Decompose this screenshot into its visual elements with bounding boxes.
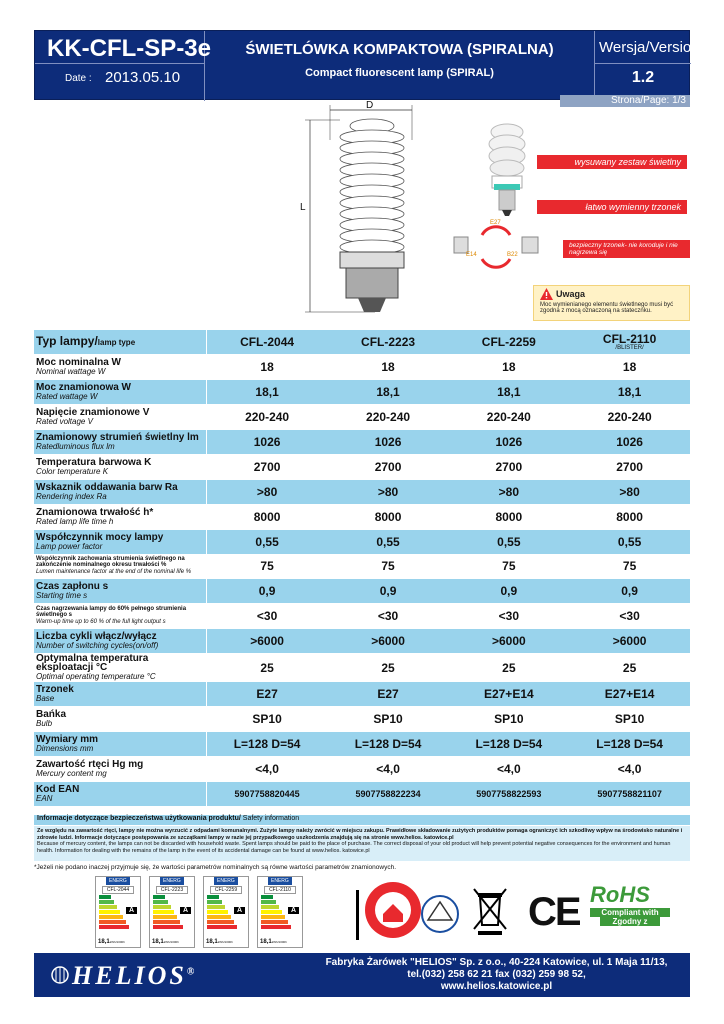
energy-bar — [99, 920, 126, 924]
lamp-drawing — [300, 100, 430, 322]
cell-value: 1026 — [328, 430, 449, 455]
energy-bar — [207, 920, 234, 924]
ce-mark: CE — [528, 890, 580, 934]
energy-bar — [261, 905, 279, 909]
row-label — [34, 781, 206, 806]
table-row — [34, 579, 690, 604]
table-row — [34, 430, 690, 455]
title-en: Compact fluorescent lamp (SPIRAL) — [305, 67, 494, 79]
cell-value: E27+E14 — [569, 682, 690, 707]
energy-bar — [99, 925, 129, 929]
warning-icon — [540, 288, 553, 300]
col-header-sub: /BLISTER/ — [615, 345, 644, 352]
table-row — [34, 504, 690, 529]
row-label — [34, 554, 206, 579]
row-label-pl: Temperatura barwowa K — [36, 456, 152, 468]
cell-value: 8000 — [328, 504, 449, 529]
cell-value: 75 — [448, 554, 569, 579]
cell-value: 0,55 — [328, 529, 449, 554]
row-label-pl: Wymiary mm — [36, 733, 99, 745]
cell-value: SP10 — [328, 706, 449, 731]
table-row — [34, 355, 690, 380]
cell-value: >6000 — [569, 629, 690, 654]
energy-class-badge: A — [234, 907, 245, 914]
energy-bar — [153, 910, 174, 914]
energy-kwh — [206, 939, 233, 945]
row-label-en: Rated lamp life time h — [36, 516, 114, 526]
energy-label-head: ENERG — [160, 877, 184, 885]
row-label — [34, 355, 206, 380]
rohs-title: RoHS — [590, 882, 650, 907]
row-label-pl: Czas nagrzewania lampy do 60% pełnego strumienia świetlnego s — [36, 605, 187, 618]
energy-bar — [207, 910, 228, 914]
cell-value: >80 — [569, 479, 690, 504]
feature-tag-base: łatwo wymienny trzonek — [537, 200, 687, 214]
col-header: CFL-2044 — [206, 330, 328, 355]
row-label — [34, 706, 206, 731]
cell-value: 18 — [448, 355, 569, 380]
row-label-pl: Kod EAN — [36, 783, 80, 795]
energy-kwh-value: 18,1 — [260, 939, 272, 945]
table-row — [34, 380, 690, 405]
row-label-en: Nominal wattage W — [36, 367, 106, 377]
table-row — [34, 454, 690, 479]
energy-bar — [261, 910, 282, 914]
energy-bar — [261, 925, 291, 929]
row-label-pl: Napięcie znamionowe V — [36, 407, 150, 419]
weee-bin-icon — [472, 885, 508, 935]
safety-title-en: Safety information — [240, 815, 300, 822]
row-label — [34, 454, 206, 479]
cell-value: 18,1 — [328, 380, 449, 405]
energy-label-code: CFL-2110 — [264, 886, 296, 894]
cell-value: <4,0 — [569, 756, 690, 781]
row-label-en: Number of switching cycles(on/off) — [36, 641, 159, 651]
energy-bar — [99, 900, 114, 904]
table-row — [34, 604, 690, 629]
safety-title-pl: Informacje dotyczące bezpieczeństwa użytkowania produktu/ — [37, 815, 241, 822]
cell-value: <4,0 — [448, 756, 569, 781]
row-label-en: Warm-up time up to 60 % of the full light output s — [36, 618, 166, 625]
cell-value: 5907758822593 — [448, 781, 569, 806]
energy-bar — [99, 915, 123, 919]
energy-bar — [99, 895, 111, 899]
spec-table — [34, 330, 690, 807]
safety-text-pl: Ze względu na zawartość rtęci, lampy nie można wyrzucić z odpadami komunalnymi. Zużyte lampy należy zwrócić w miejscu zakupu. Prawidłowe składowanie zużytych produktów pomaga ograniczyć ich szkodliwy wpływ na środowisko naturalne i zdrowie ludzi. Informacje dotyczące postępowania ze szczątkami lampy w razie jej przypadkowego uszkodzenia znajdują się na stronie www.helios. katowice.pl — [37, 828, 683, 841]
cell-value: 1026 — [569, 430, 690, 455]
cell-value: L=128 D=54 — [328, 731, 449, 756]
cell-value: 0,9 — [569, 579, 690, 604]
energy-label-code: CFL-2044 — [102, 886, 134, 894]
energy-kwh — [98, 939, 125, 945]
cell-value: >80 — [206, 479, 328, 504]
table-row — [34, 682, 690, 707]
row-label-pl: Znamionowy strumień świetlny lm — [36, 432, 199, 443]
lamp-type-label-en: lamp type — [97, 338, 136, 348]
cell-value: >80 — [328, 479, 449, 504]
feature-tag-removable: wysuwany zestaw świetlny — [537, 155, 687, 169]
footnote: *Jeżeli nie podano inaczej przyjmuje się, że wartości parametrów nominalnych są równe wartości parametrów znamionowych. — [34, 864, 396, 871]
table-row — [34, 756, 690, 781]
helios-logo-text: HELIOS — [72, 961, 187, 990]
row-label-en: Rated voltage V — [36, 417, 93, 427]
energy-bar — [153, 905, 171, 909]
cell-value: 220-240 — [448, 405, 569, 430]
row-label-en: Lamp power factor — [36, 541, 103, 551]
energy-class-badge: A — [288, 907, 299, 914]
row-label — [34, 529, 206, 554]
e14-label: E14 — [466, 252, 477, 258]
energy-class-badge: A — [180, 907, 191, 914]
energy-kwh-value: 18,1 — [206, 939, 218, 945]
cell-value: 1026 — [206, 430, 328, 455]
row-label-pl: Współczynnik zachowania strumienia świetlnego na zakończenie nominalnego okresu trwałości % — [36, 555, 185, 568]
cell-value: 18,1 — [569, 380, 690, 405]
table-row — [34, 731, 690, 756]
row-label-en: Rated wattage W — [36, 392, 98, 402]
row-label — [34, 430, 206, 455]
energy-kwh-unit: kWh/1000h — [109, 940, 125, 944]
rohs-badge — [590, 882, 686, 932]
energy-bar — [261, 920, 288, 924]
cell-value: 2700 — [569, 454, 690, 479]
row-label-pl: Optymalna temperatura eksploatacji °C — [36, 653, 149, 674]
cell-value: <4,0 — [206, 756, 328, 781]
cell-value: L=128 D=54 — [448, 731, 569, 756]
row-label — [34, 654, 206, 682]
helios-logo — [72, 961, 197, 991]
row-label — [34, 579, 206, 604]
energy-label — [149, 876, 195, 948]
cell-value: 0,9 — [206, 579, 328, 604]
cell-value: 220-240 — [206, 405, 328, 430]
energy-label — [257, 876, 303, 948]
energy-bar — [153, 895, 165, 899]
divider-line — [355, 890, 361, 940]
row-label-en: Optimal operating temperature °C — [36, 672, 156, 682]
row-label — [34, 682, 206, 707]
helios-logo-icon — [50, 965, 70, 985]
energy-bar — [153, 920, 180, 924]
cell-value: >6000 — [206, 629, 328, 654]
address-line2: tel.(032) 258 62 21 fax (032) 259 98 52, — [407, 969, 586, 980]
date-value: 2013.05.10 — [105, 69, 181, 86]
cell-value: 1026 — [448, 430, 569, 455]
energy-kwh-unit: kWh/1000h — [217, 940, 233, 944]
energy-kwh — [152, 939, 179, 945]
row-label-pl: Liczba cykli włącz/wyłącz — [36, 631, 157, 643]
cell-value: >6000 — [448, 629, 569, 654]
row-label — [34, 756, 206, 781]
lamp-type-label: Typ lampy/ — [36, 334, 98, 349]
energy-kwh — [260, 939, 287, 945]
cell-value: E27 — [206, 682, 328, 707]
energy-kwh-value: 18,1 — [98, 939, 110, 945]
cell-value: 25 — [206, 654, 328, 682]
cell-value: 2700 — [206, 454, 328, 479]
row-label-en: Starting time s — [36, 591, 88, 601]
row-label — [34, 629, 206, 654]
page-indicator: Strona/Page: 1/3 — [560, 95, 690, 107]
cell-value: 18,1 — [448, 380, 569, 405]
cell-value: 5907758822234 — [328, 781, 449, 806]
cell-value: 0,55 — [448, 529, 569, 554]
energy-label-head: ENERG — [268, 877, 292, 885]
row-label-pl: Bańka — [36, 708, 67, 720]
address-line1: Fabryka Żarówek "HELIOS" Sp. z o.o., 40-224 Katowice, ul. 1 Maja 11/13, — [325, 957, 668, 968]
feature-tag-safe-base: bezpieczny trzonek- nie koroduje i nie nagrzewa się — [563, 240, 690, 258]
energy-label — [95, 876, 141, 948]
cell-value: 25 — [569, 654, 690, 682]
cell-value: 18 — [328, 355, 449, 380]
rohs-sub: Compliant with — [590, 908, 670, 917]
col-header: CFL-2259 — [448, 330, 569, 355]
row-label — [34, 405, 206, 430]
energy-label-head: ENERG — [106, 877, 130, 885]
cell-value: SP10 — [569, 706, 690, 731]
energy-bar — [153, 925, 183, 929]
cell-value: 0,55 — [569, 529, 690, 554]
energy-kwh-unit: kWh/1000h — [271, 940, 287, 944]
col-header — [569, 330, 690, 355]
table-row — [34, 654, 690, 682]
energy-bar — [261, 895, 273, 899]
table-row — [34, 706, 690, 731]
warning-box — [533, 285, 690, 321]
safety-text-en: Because of mercury content, the lamps can not be discarded with household waste. Spent lamps should be paid to the place of purchase. The correct disposal of your old product will help prevent potential negative consequences for the environment and human health. Information for dealing with the remains of the lamp in the event of its accidental damage can be found at www.helios. katowice.pl — [37, 841, 671, 854]
row-label — [34, 504, 206, 529]
cell-value: 220-240 — [569, 405, 690, 430]
version-value: 1.2 — [631, 69, 655, 86]
energy-label — [203, 876, 249, 948]
cell-value: >80 — [448, 479, 569, 504]
cell-value: L=128 D=54 — [206, 731, 328, 756]
energy-bar — [261, 915, 285, 919]
cell-value: 18 — [206, 355, 328, 380]
row-label — [34, 380, 206, 405]
energy-bar — [99, 905, 117, 909]
registered-mark: ® — [186, 966, 198, 978]
safety-info — [34, 826, 690, 861]
model-title: KK-CFL-SP-3e — [47, 35, 212, 62]
row-label-en: Bulb — [36, 718, 53, 728]
energy-bar — [207, 895, 219, 899]
warning-text: Moc wymienianego elementu świetlnego musi być zgodna z mocą oznaczoną na statecznku. — [540, 302, 674, 314]
energy-bar — [153, 915, 177, 919]
rohs-sub-pl: Zgodny z — [600, 917, 660, 926]
version-label: Wersja/Version: — [599, 39, 704, 56]
energy-kwh-value: 18,1 — [152, 939, 164, 945]
cell-value: L=128 D=54 — [569, 731, 690, 756]
energy-label-code: CFL-2259 — [210, 886, 242, 894]
energy-bar — [153, 900, 168, 904]
energy-bar — [207, 900, 222, 904]
row-label-pl: Trzonek — [36, 684, 74, 696]
safety-seal-icon — [363, 880, 423, 940]
energy-label-head: ENERG — [214, 877, 238, 885]
company-address — [314, 957, 679, 993]
cell-value: E27 — [328, 682, 449, 707]
cell-value: 8000 — [448, 504, 569, 529]
cell-value: <30 — [206, 604, 328, 629]
table-header-row — [34, 330, 690, 355]
row-label-pl: Współczynnik mocy lampy — [36, 531, 164, 543]
energy-kwh-unit: kWh/1000h — [163, 940, 179, 944]
cell-value: E27+E14 — [448, 682, 569, 707]
row-label-pl: Zawartość rtęci Hg mg — [36, 758, 144, 770]
row-label-pl: Moc nominalna W — [36, 357, 121, 369]
row-label-en: Rendering index Ra — [36, 491, 107, 501]
row-label-en: Color temperature K — [36, 466, 109, 476]
cell-value: 0,55 — [206, 529, 328, 554]
warning-title: Uwaga — [556, 289, 586, 299]
row-label-en: Dimensions mm — [36, 743, 94, 753]
cell-value: 18 — [569, 355, 690, 380]
table-row — [34, 554, 690, 579]
cell-value: <30 — [328, 604, 449, 629]
row-label-pl: Moc znamionowa W — [36, 382, 131, 394]
energy-class-badge: A — [126, 907, 137, 914]
b22-label: B22 — [507, 252, 518, 258]
row-label — [34, 479, 206, 504]
cell-value: 0,9 — [448, 579, 569, 604]
cell-value: 0,9 — [328, 579, 449, 604]
dimension-l-label: L — [300, 202, 306, 213]
address-line3: www.helios.katowice.pl — [440, 981, 553, 992]
row-label — [34, 604, 206, 629]
row-label-en: Ratedluminous flux lm — [36, 442, 115, 451]
cell-value: <4,0 — [328, 756, 449, 781]
footer — [34, 953, 690, 997]
cell-value: 75 — [206, 554, 328, 579]
row-label-en: Lumen maintenance factor at the end of the nominal life % — [36, 568, 192, 575]
col-header: CFL-2223 — [328, 330, 449, 355]
header — [34, 30, 704, 100]
cell-value: 2700 — [328, 454, 449, 479]
cell-value: 25 — [448, 654, 569, 682]
indoor-use-icon — [420, 890, 460, 938]
row-label-pl: Znamionowa trwałość h* — [36, 506, 154, 518]
title-pl: ŚWIETLÓWKA KOMPAKTOWA (SPIRALNA) — [245, 41, 554, 58]
col-header-text: CFL-2110 — [602, 332, 657, 347]
cell-value: 8000 — [206, 504, 328, 529]
row-label-en: Mercury content mg — [36, 768, 107, 778]
cell-value: SP10 — [206, 706, 328, 731]
table-row — [34, 781, 690, 806]
row-label-pl: Czas zapłonu s — [36, 581, 109, 593]
row-label-en: EAN — [36, 793, 53, 803]
spiral-lamp-photo — [482, 118, 532, 218]
cell-value: 5907758820445 — [206, 781, 328, 806]
cell-value: 18,1 — [206, 380, 328, 405]
cell-value: <30 — [569, 604, 690, 629]
row-label-pl: Wskaznik oddawania barw Ra — [36, 481, 178, 493]
energy-bar — [261, 900, 276, 904]
row-label-en: Base — [36, 694, 55, 704]
cell-value: 75 — [328, 554, 449, 579]
table-row — [34, 629, 690, 654]
energy-bar — [207, 925, 237, 929]
cell-value: 8000 — [569, 504, 690, 529]
cell-value: 5907758821107 — [569, 781, 690, 806]
energy-bar — [207, 905, 225, 909]
cell-value: >6000 — [328, 629, 449, 654]
dimension-d-label: D — [366, 100, 374, 111]
cell-value: 220-240 — [328, 405, 449, 430]
e27-label: E27 — [490, 220, 501, 226]
cell-value: <30 — [448, 604, 569, 629]
cell-value: 75 — [569, 554, 690, 579]
safety-title — [34, 815, 690, 825]
table-row — [34, 479, 690, 504]
cell-value: SP10 — [448, 706, 569, 731]
row-label — [34, 731, 206, 756]
base-swap-icon — [452, 225, 552, 270]
energy-bar — [207, 915, 231, 919]
cell-value: 25 — [328, 654, 449, 682]
table-row — [34, 529, 690, 554]
date-label: Date : — [65, 73, 92, 84]
cell-value: 2700 — [448, 454, 569, 479]
energy-bar — [99, 910, 120, 914]
energy-label-code: CFL-2223 — [156, 886, 188, 894]
table-row — [34, 405, 690, 430]
